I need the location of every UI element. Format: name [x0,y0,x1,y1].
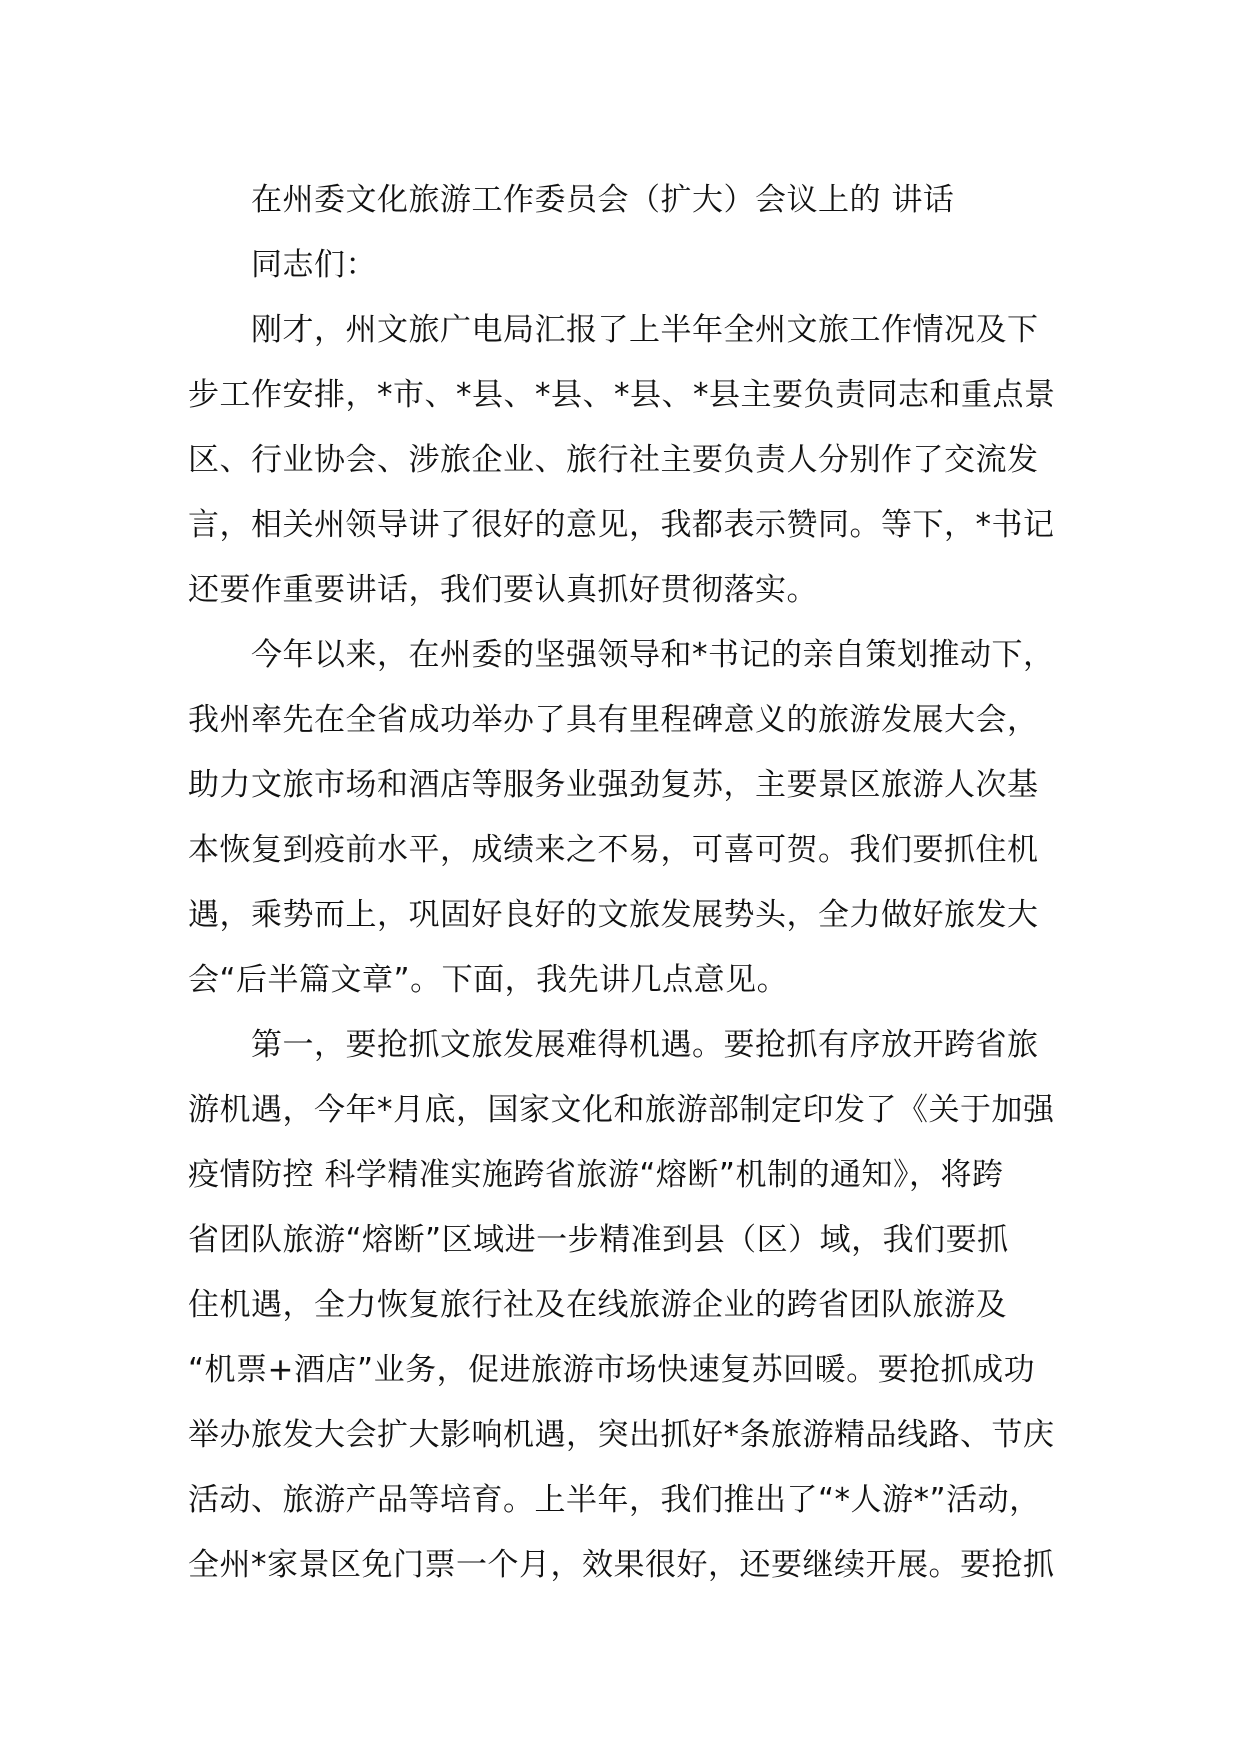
paragraph-line: 我州率先在全省成功举办了具有里程碑意义的旅游发展大会， [188,702,1039,738]
salutation: 同志们： [251,247,377,283]
paragraph-line: 举办旅发大会扩大影响机遇，突出抓好*条旅游精品线路、节庆 [188,1417,1055,1453]
paragraph-line: “机票+酒店”业务，促进旅游市场快速复苏回暖。要抢抓成功 [188,1352,1036,1388]
paragraph-line: 住机遇，全力恢复旅行社及在线旅游企业的跨省团队旅游及 [188,1287,1007,1323]
paragraph-line: 助力文旅市场和酒店等服务业强劲复苏，主要景区旅游人次基 [188,767,1039,803]
paragraph-line: 步工作安排，*市、*县、*县、*县、*县主要负责同志和重点景 [188,377,1056,413]
paragraph-line: 还要作重要讲话，我们要认真抓好贯彻落实。 [188,572,818,608]
paragraph-line: 游机遇，今年*月底，国家文化和旅游部制定印发了《关于加强 [188,1092,1055,1128]
paragraph-line: 言，相关州领导讲了很好的意见，我都表示赞同。等下，*书记 [188,507,1055,543]
paragraph-line: 省团队旅游“熔断”区域进一步精准到县（区）域，我们要抓 [188,1222,1009,1258]
paragraph-line: 全州*家景区免门票一个月，效果很好，还要继续开展。要抢抓 [188,1547,1055,1583]
paragraph-line: 区、行业协会、涉旅企业、旅行社主要负责人分别作了交流发 [188,442,1039,478]
paragraph-line: 疫情防控 科学精准实施跨省旅游“熔断”机制的通知》，将跨 [188,1157,1004,1193]
paragraph-line: 刚才，州文旅广电局汇报了上半年全州文旅工作情况及下 [251,312,1039,348]
paragraph-1 [188,298,1063,623]
paragraph-line: 会“后半篇文章”。下面，我先讲几点意见。 [188,962,789,998]
paragraph-line: 今年以来，在州委的坚强领导和*书记的亲自策划推动下， [251,637,1055,673]
speech-body [188,168,1063,1598]
speech-title: 在州委文化旅游工作委员会（扩大）会议上的 讲话 [251,182,955,218]
paragraph-line: 活动、旅游产品等培育。上半年，我们推出了“*人游*”活动， [188,1482,1041,1518]
paragraph-line: 本恢复到疫前水平，成绩来之不易，可喜可贺。我们要抓住机 [188,832,1039,868]
paragraph-line: 第一，要抢抓文旅发展难得机遇。要抢抓有序放开跨省旅 [251,1027,1039,1063]
paragraph-line: 遇，乘势而上，巩固好良好的文旅发展势头，全力做好旅发大 [188,897,1039,933]
paragraph-3 [188,1013,1063,1598]
paragraph-2 [188,623,1063,1013]
